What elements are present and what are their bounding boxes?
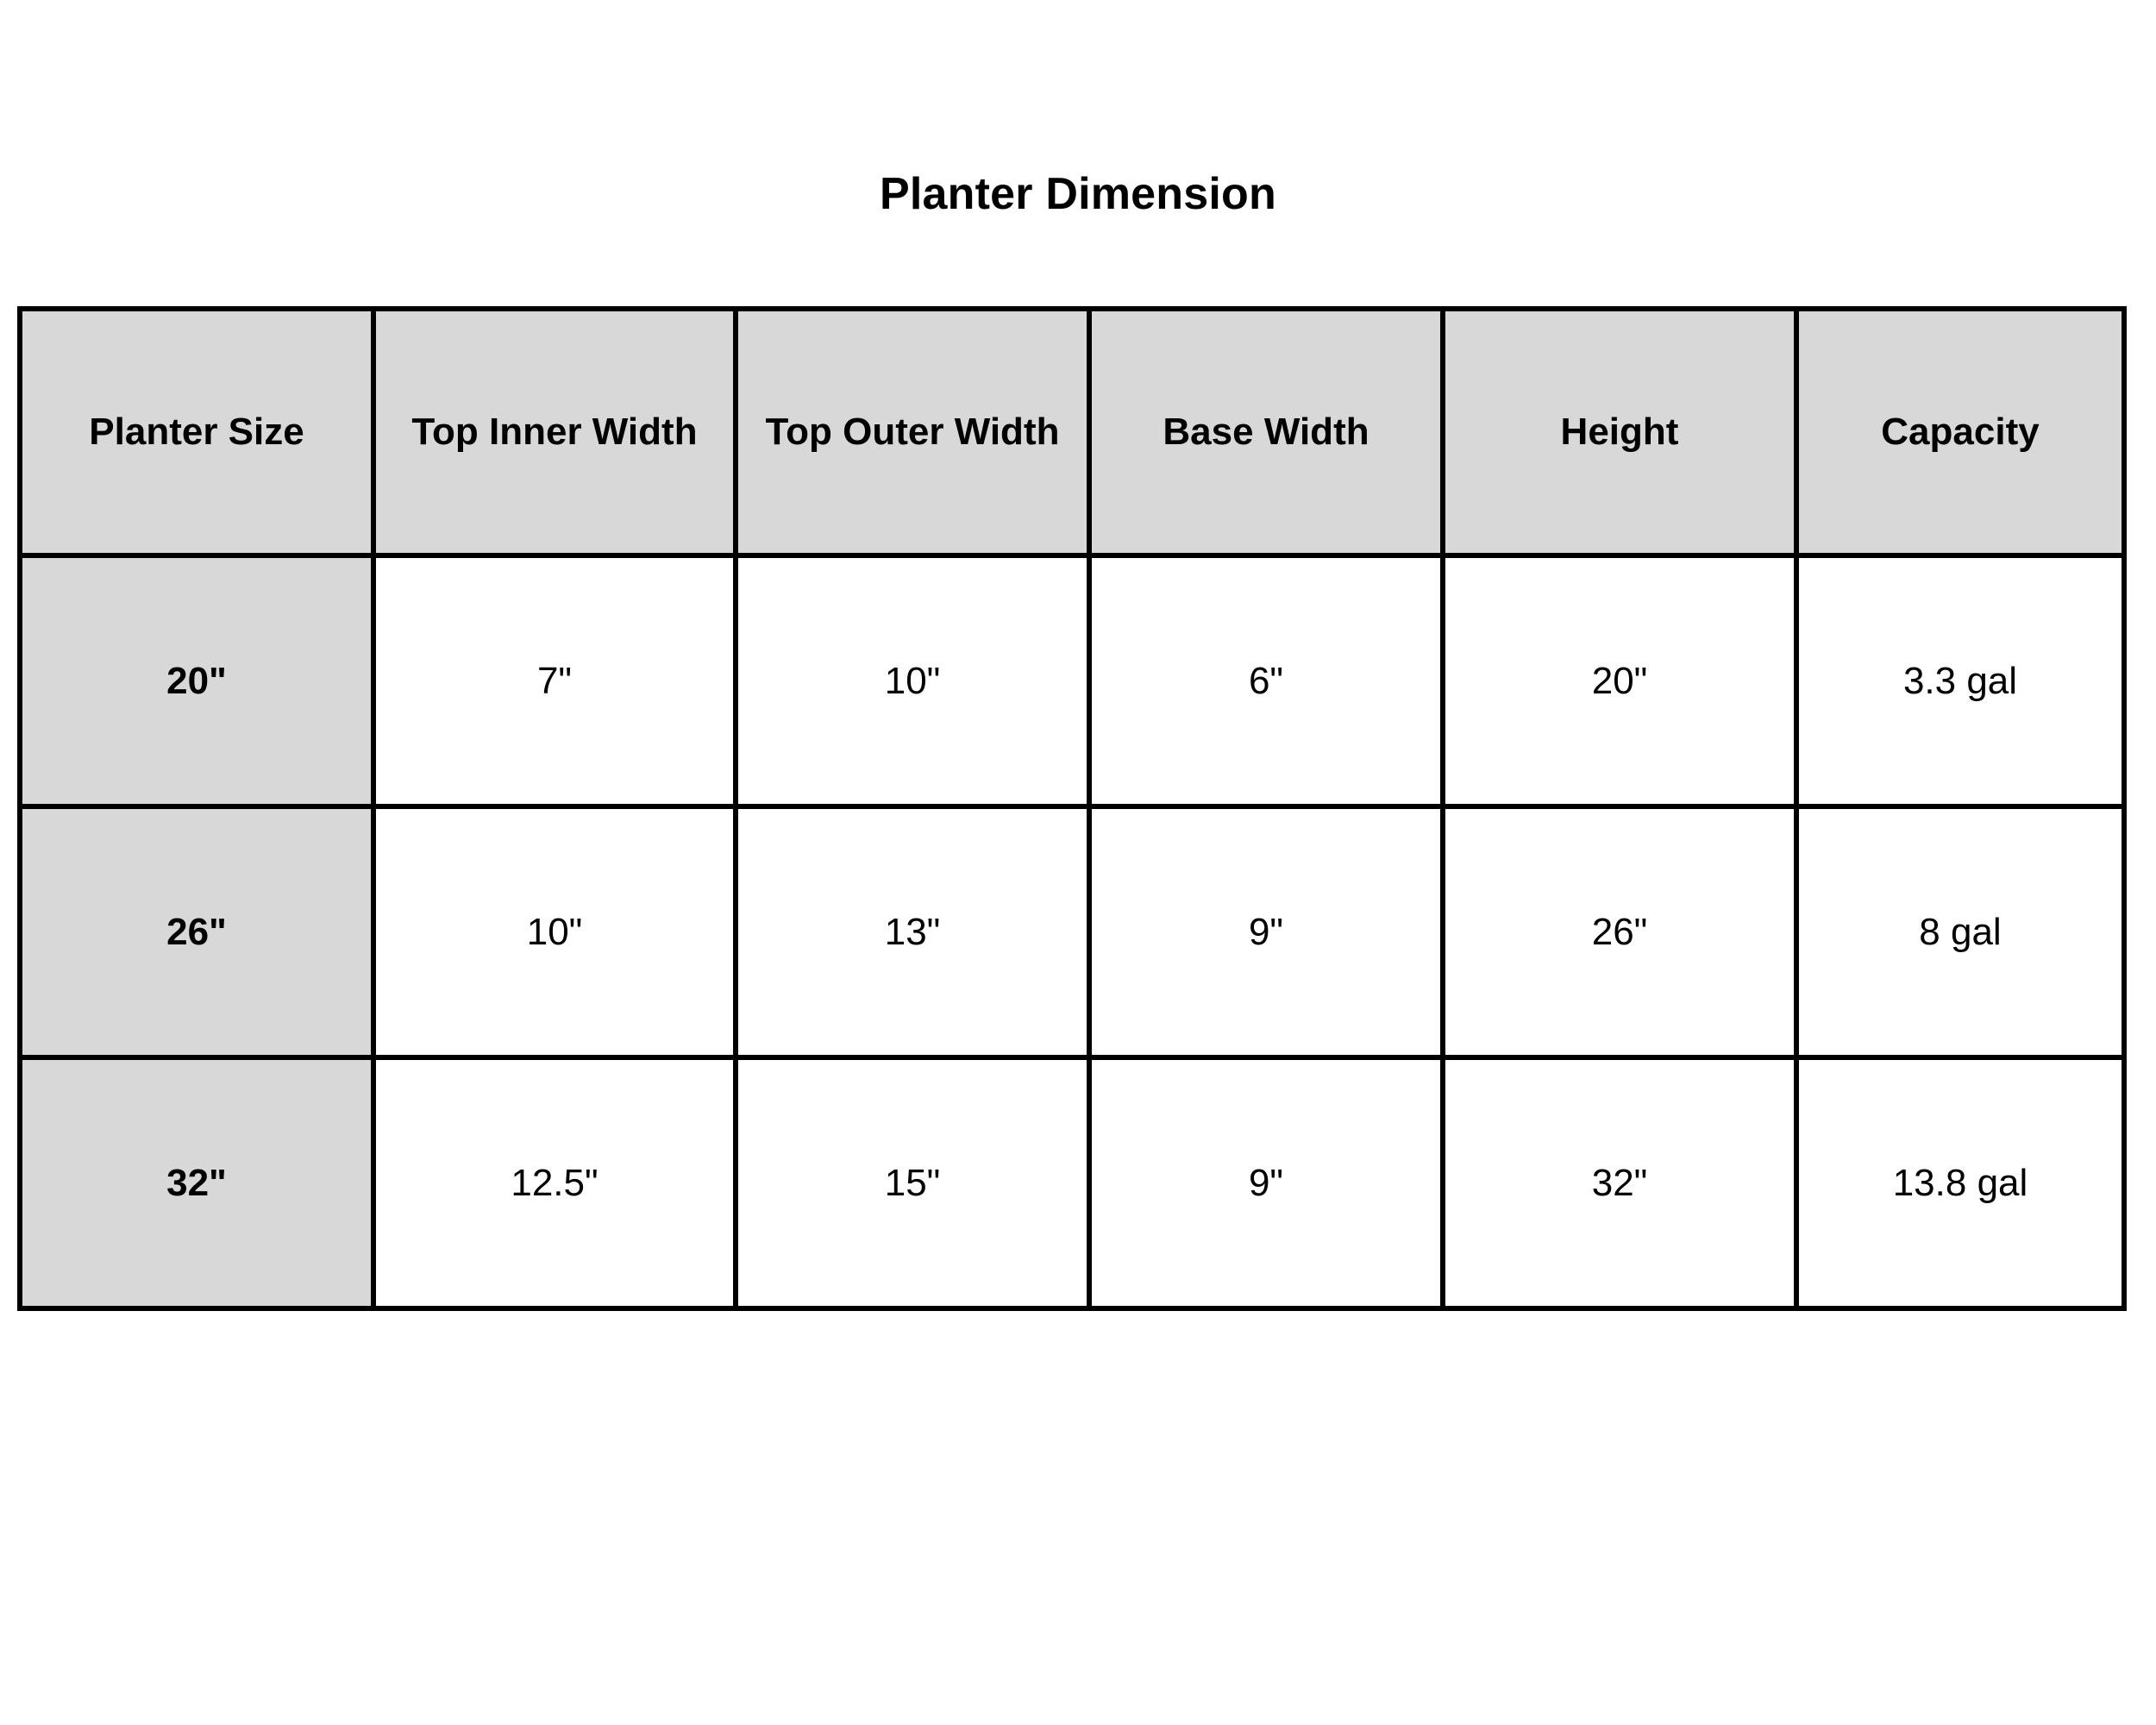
- cell-base-width: 6": [1089, 555, 1443, 806]
- table-row: [20, 1057, 2124, 1308]
- cell-height: 20": [1443, 555, 1796, 806]
- cell-height: 26": [1443, 806, 1796, 1057]
- column-header-height: Height: [1443, 309, 1796, 555]
- cell-capacity: 13.8 gal: [1796, 1057, 2124, 1308]
- cell-top-outer-width: 10": [736, 555, 1089, 806]
- row-header-size-26: 26": [20, 806, 373, 1057]
- cell-capacity: 3.3 gal: [1796, 555, 2124, 806]
- planter-dimension-table-wrapper: [17, 306, 2122, 1311]
- table-row: [20, 806, 2124, 1057]
- row-header-size-20: 20": [20, 555, 373, 806]
- column-header-top-inner-width: Top Inner Width: [373, 309, 736, 555]
- cell-top-inner-width: 7": [373, 555, 736, 806]
- column-header-capacity: Capacity: [1796, 309, 2124, 555]
- planter-dimension-table: [17, 306, 2127, 1311]
- cell-top-outer-width: 15": [736, 1057, 1089, 1308]
- column-header-base-width: Base Width: [1089, 309, 1443, 555]
- cell-capacity: 8 gal: [1796, 806, 2124, 1057]
- column-header-planter-size: Planter Size: [20, 309, 373, 555]
- table-body: [20, 555, 2124, 1308]
- cell-base-width: 9": [1089, 1057, 1443, 1308]
- cell-height: 32": [1443, 1057, 1796, 1308]
- column-header-top-outer-width: Top Outer Width: [736, 309, 1089, 555]
- row-header-size-32: 32": [20, 1057, 373, 1308]
- page-title: Planter Dimension: [880, 169, 1276, 219]
- cell-top-inner-width: 10": [373, 806, 736, 1057]
- cell-top-inner-width: 12.5": [373, 1057, 736, 1308]
- table-header-row: [20, 309, 2124, 555]
- table-row: [20, 555, 2124, 806]
- cell-top-outer-width: 13": [736, 806, 1089, 1057]
- cell-base-width: 9": [1089, 806, 1443, 1057]
- table-header: [20, 309, 2124, 555]
